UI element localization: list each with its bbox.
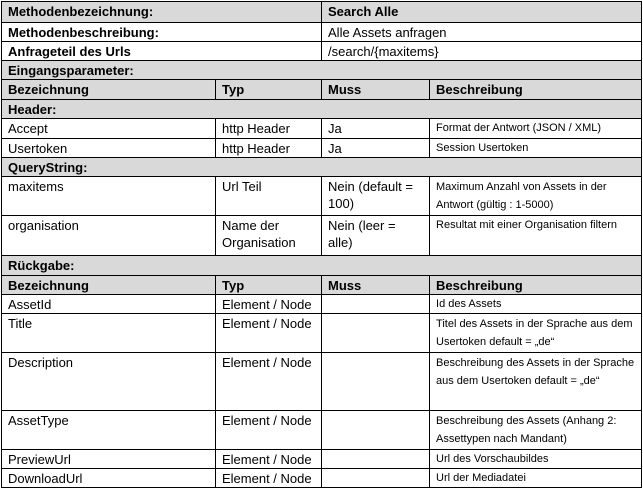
column-header-description: Beschreibung [430,276,642,295]
param-name: maxitems [2,177,216,216]
field-type: Element / Node [216,411,322,450]
field-description: Titel des Assets in der Sprache aus dem Usertoken default = „de“ [430,314,642,353]
field-description: Id des Assets [430,295,642,314]
field-type: Element / Node [216,314,322,353]
field-name: Description [2,353,216,411]
querystring-group-label: QueryString: [2,158,642,177]
input-column-header-row [2,80,642,100]
field-type: Element / Node [216,353,322,411]
header-group-label: Header: [2,100,642,119]
field-required [322,353,430,411]
method-spec-table [1,1,642,488]
param-required: Nein (default = 100) [322,177,430,216]
output-section-row [2,256,642,276]
method-name-value: Search Alle [322,2,642,23]
table-row [2,314,642,353]
param-required: Nein (leer = alle) [322,216,430,256]
method-url-row [2,42,642,61]
param-name: Accept [2,119,216,139]
field-description: Url des Vorschaubildes [430,450,642,469]
table-row [2,295,642,314]
table-row [2,177,642,216]
param-required: Ja [322,139,430,158]
field-name: DownloadUrl [2,469,216,488]
method-name-label: Methodenbezeichnung: [2,2,322,23]
input-section-label: Eingangsparameter: [2,61,642,80]
field-description: Beschreibung des Assets in der Sprache aus dem Usertoken default = „de“ [430,353,642,411]
column-header-type: Typ [216,80,322,100]
field-name: AssetType [2,411,216,450]
table-row [2,139,642,158]
param-description: Maximum Anzahl von Assets in der Antwort (gültig : 1-5000) [430,177,642,216]
table-row [2,353,642,411]
querystring-group-row [2,158,642,177]
method-description-label: Methodenbeschreibung: [2,23,322,42]
param-required: Ja [322,119,430,139]
column-header-type: Typ [216,276,322,295]
method-url-value: /search/{maxitems} [322,42,642,61]
column-header-required: Muss [322,276,430,295]
param-type: Name der Organisation [216,216,322,256]
input-section-row [2,61,642,80]
method-description-row [2,23,642,42]
method-description-value: Alle Assets anfragen [322,23,642,42]
param-name: Usertoken [2,139,216,158]
column-header-description: Beschreibung [430,80,642,100]
header-group-row [2,100,642,119]
column-header-required: Muss [322,80,430,100]
field-required [322,295,430,314]
table-row [2,119,642,139]
field-type: Element / Node [216,450,322,469]
param-type: http Header [216,139,322,158]
method-name-row [2,2,642,23]
method-url-label: Anfrageteil des Urls [2,42,322,61]
output-column-header-row [2,276,642,295]
field-name: PreviewUrl [2,450,216,469]
param-type: http Header [216,119,322,139]
field-required [322,450,430,469]
table-row [2,411,642,450]
param-name: organisation [2,216,216,256]
field-type: Element / Node [216,295,322,314]
field-required [322,469,430,488]
field-description: Url der Mediadatei [430,469,642,488]
field-name: Title [2,314,216,353]
table-row [2,216,642,256]
field-type: Element / Node [216,469,322,488]
column-header-name: Bezeichnung [2,80,216,100]
table-row [2,450,642,469]
output-section-label: Rückgabe: [2,256,642,276]
field-required [322,314,430,353]
column-header-name: Bezeichnung [2,276,216,295]
field-required [322,411,430,450]
table-row [2,469,642,488]
field-description: Beschreibung des Assets (Anhang 2: Assettypen nach Mandant) [430,411,642,450]
param-description: Format der Antwort (JSON / XML) [430,119,642,139]
param-type: Url Teil [216,177,322,216]
param-description: Session Usertoken [430,139,642,158]
param-description: Resultat mit einer Organisation filtern [430,216,642,256]
field-name: AssetId [2,295,216,314]
